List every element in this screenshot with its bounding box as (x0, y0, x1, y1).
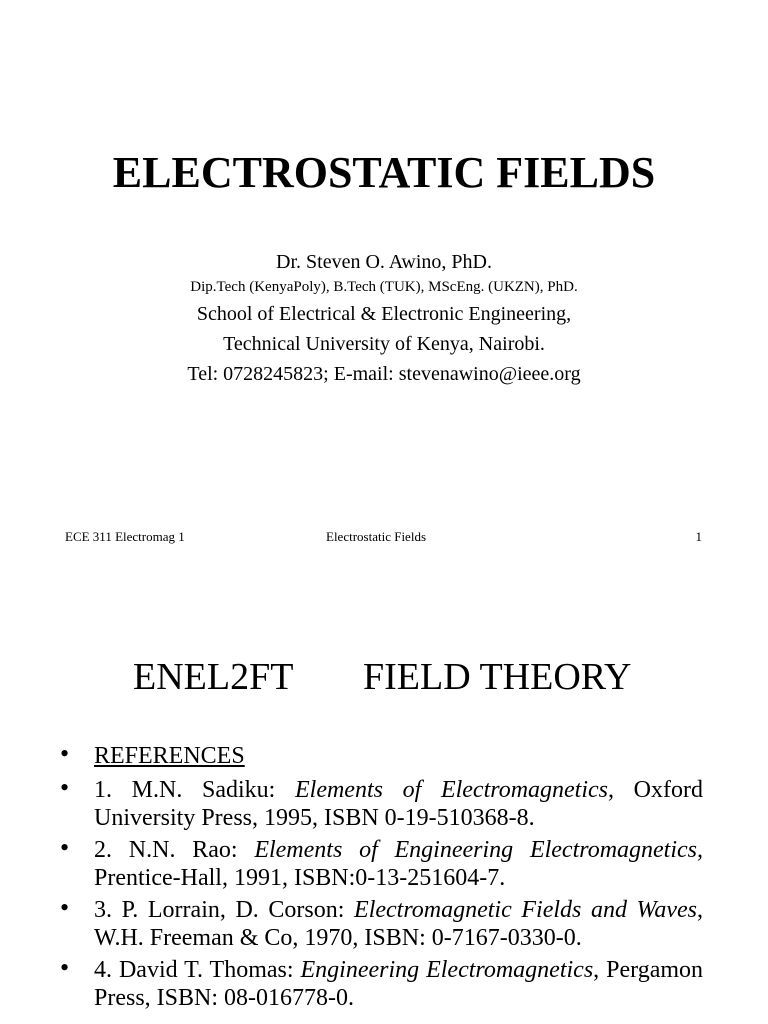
list-item (60, 893, 703, 952)
list-item (60, 833, 704, 892)
reference-details: Prentice-Hall, 1991, ISBN:0-13-251604-7. (94, 865, 506, 891)
list-item (60, 739, 703, 770)
references-list (60, 739, 704, 1016)
reference-book-title: Electromagnetic Fields and Waves (354, 897, 697, 923)
author-university: Technical University of Kenya, Nairobi. (223, 333, 545, 355)
list-item (60, 773, 703, 832)
references-label: REFERENCES (94, 743, 245, 769)
reference-details: , Pergamon Press, ISBN: 08-016778-0. (94, 957, 704, 1011)
author-school: School of Electrical & Electronic Engineering, (196, 303, 572, 325)
footer-course: ECE 311 Electromag 1 (65, 529, 185, 544)
reference-details: , W.H. Freeman & Co, 1970, ISBN: 0-7167-0330-0. (94, 897, 703, 951)
bullet-icon: • (60, 739, 70, 768)
references-slide (0, 572, 768, 1024)
bullet-icon: • (60, 773, 70, 802)
slide-title: ELECTROSTATIC FIELDS (112, 148, 656, 197)
reference-book-title: Elements of Electromagnetics (294, 777, 609, 803)
reference-details: , Oxford University Press, 1995, ISBN 0-19-510368-8. (94, 777, 703, 831)
reference-prefix: 4. David T. Thomas: (94, 957, 301, 983)
bullet-icon: • (60, 833, 70, 862)
course-code-heading: ENEL2FT (133, 656, 294, 698)
footer-topic: Electrostatic Fields (326, 529, 427, 544)
reference-book-title: Elements of Engineering Electromagnetics, (254, 837, 704, 863)
bullet-icon: • (60, 953, 70, 982)
reference-prefix: 1. M.N. Sadiku: (94, 777, 295, 803)
footer-page-number: 1 (695, 529, 702, 544)
course-title-heading: FIELD THEORY (363, 656, 632, 698)
reference-prefix: 2. N.N. Rao: (94, 837, 255, 863)
author-qualifications: Dip.Tech (KenyaPoly), B.Tech (TUK), MScEng. (UKZN), PhD. (190, 279, 578, 295)
author-name: Dr. Steven O. Awino, PhD. (276, 251, 492, 273)
reference-book-title: Engineering Electromagnetics (300, 957, 594, 983)
list-item (60, 953, 704, 1012)
reference-prefix: 3. P. Lorrain, D. Corson: (94, 897, 355, 923)
bullet-icon: • (60, 893, 70, 922)
author-contact: Tel: 0728245823; E-mail: stevenawino@ieee.org (187, 363, 581, 385)
